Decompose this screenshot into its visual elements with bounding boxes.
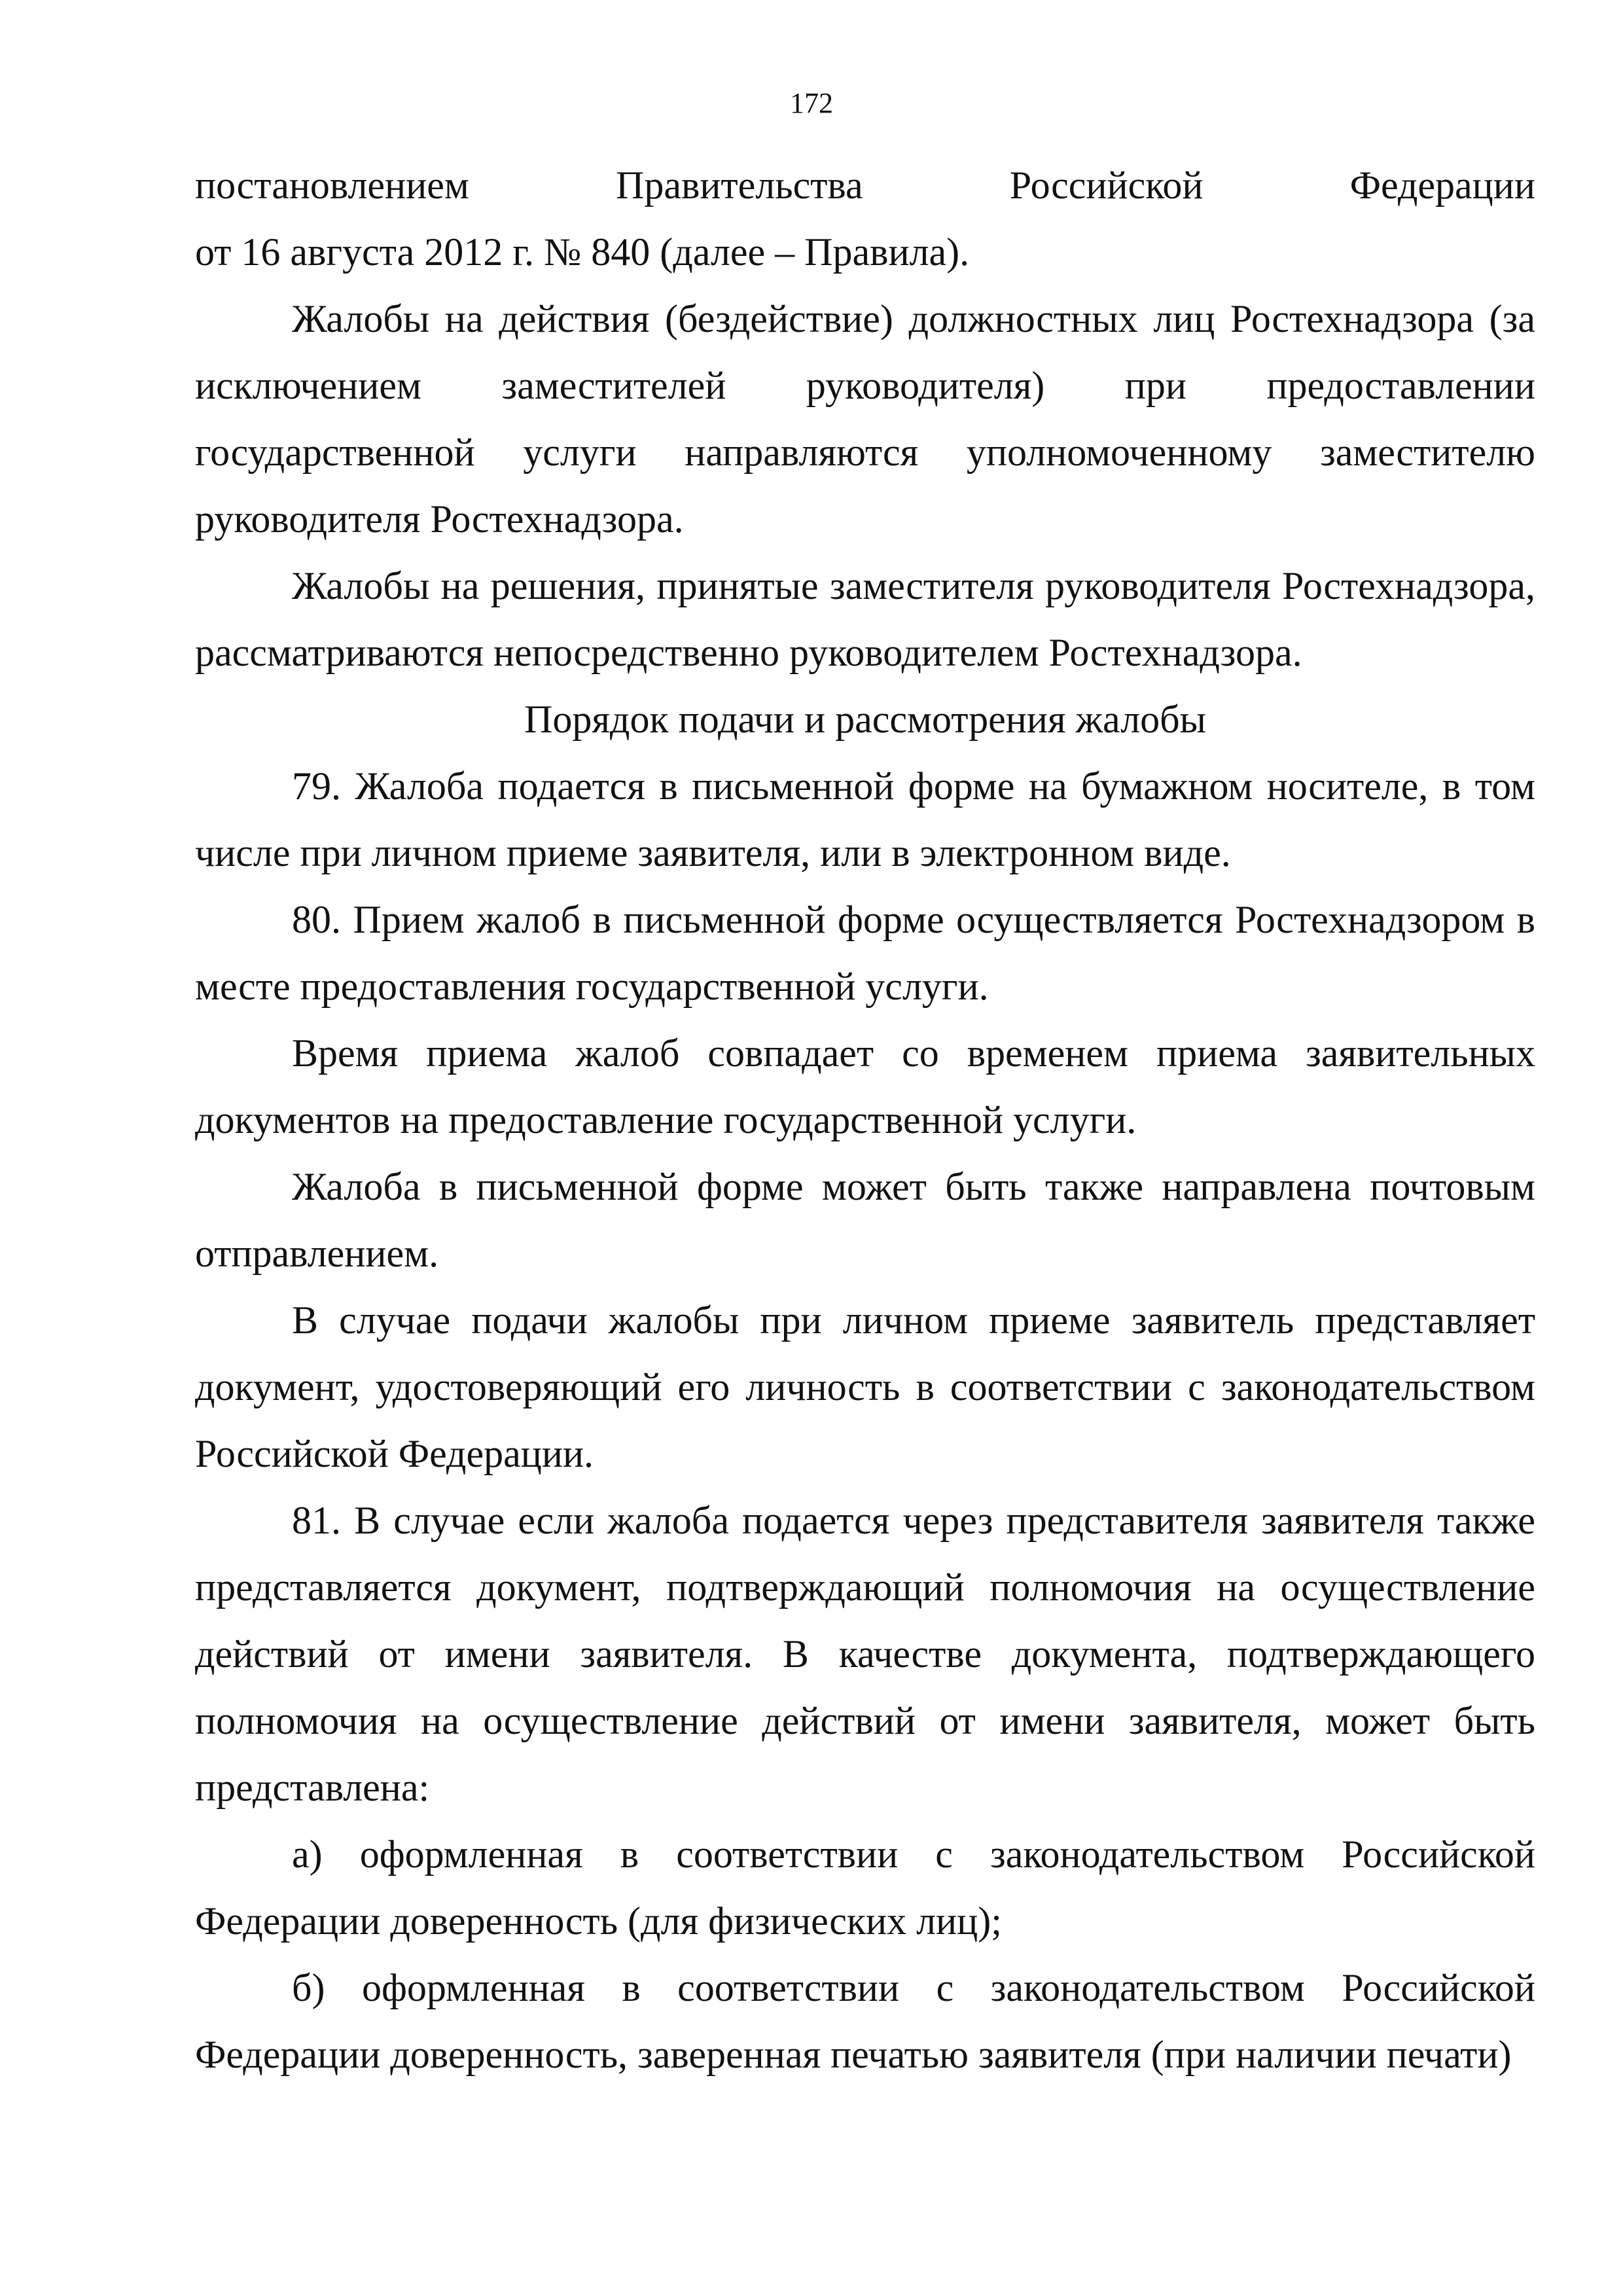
paragraph-81: 81. В случае если жалоба подается через представителя заявителя также представляется документ, подтверждающий полномочия на осуществление действий от имени заявителя. В качестве документа, подтверждающего полномочия на осуществление действий от имени заявителя, может быть представлена: bbox=[195, 1499, 1535, 1809]
document-body bbox=[195, 152, 1535, 2088]
paragraph-complaints-actions: Жалобы на действия (бездействие) должностных лиц Ростехнадзора (за исключением заместителей руководителя) при предоставлении государственной услуги направляются уполномоченному заместителю руководителя Ростехнадзора. bbox=[195, 297, 1535, 541]
paragraph-identity-document: В случае подачи жалобы при личном приеме заявитель представляет документ, удостоверяющий его личность в соответствии с законодательством Российской Федерации. bbox=[195, 1299, 1535, 1475]
paragraph-intro bbox=[195, 152, 1535, 285]
paragraph-reception-time: Время приема жалоб совпадает со временем приема заявительных документов на предоставление государственной услуги. bbox=[195, 1031, 1535, 1141]
paragraph-79: 79. Жалоба подается в письменной форме на бумажном носителе, в том числе при личном приеме заявителя, или в электронном виде. bbox=[195, 764, 1535, 874]
list-item-b: б) оформленная в соответствии с законодательством Российской Федерации доверенность, заверенная печатью заявителя (при наличии печати) bbox=[195, 1966, 1535, 2076]
section-heading: Порядок подачи и рассмотрения жалобы bbox=[524, 698, 1206, 741]
paragraph-intro-line-2: от 16 августа 2012 г. № 840 (далее – Правила). bbox=[195, 230, 970, 274]
paragraph-intro-line-1: постановлением Правительства Российской Федерации bbox=[195, 164, 1535, 207]
list-item-a: а) оформленная в соответствии с законодательством Российской Федерации доверенность (для физических лиц); bbox=[195, 1833, 1535, 1943]
page-number: 172 bbox=[790, 87, 833, 119]
paragraph-80: 80. Прием жалоб в письменной форме осуществляется Ростехнадзором в месте предоставления государственной услуги. bbox=[195, 898, 1535, 1008]
paragraph-postal-complaint: Жалоба в письменной форме может быть также направлена почтовым отправлением. bbox=[195, 1165, 1535, 1275]
paragraph-complaints-decisions: Жалобы на решения, принятые заместителя руководителя Ростехнадзора, рассматриваются непосредственно руководителем Ростехнадзора. bbox=[195, 564, 1535, 674]
